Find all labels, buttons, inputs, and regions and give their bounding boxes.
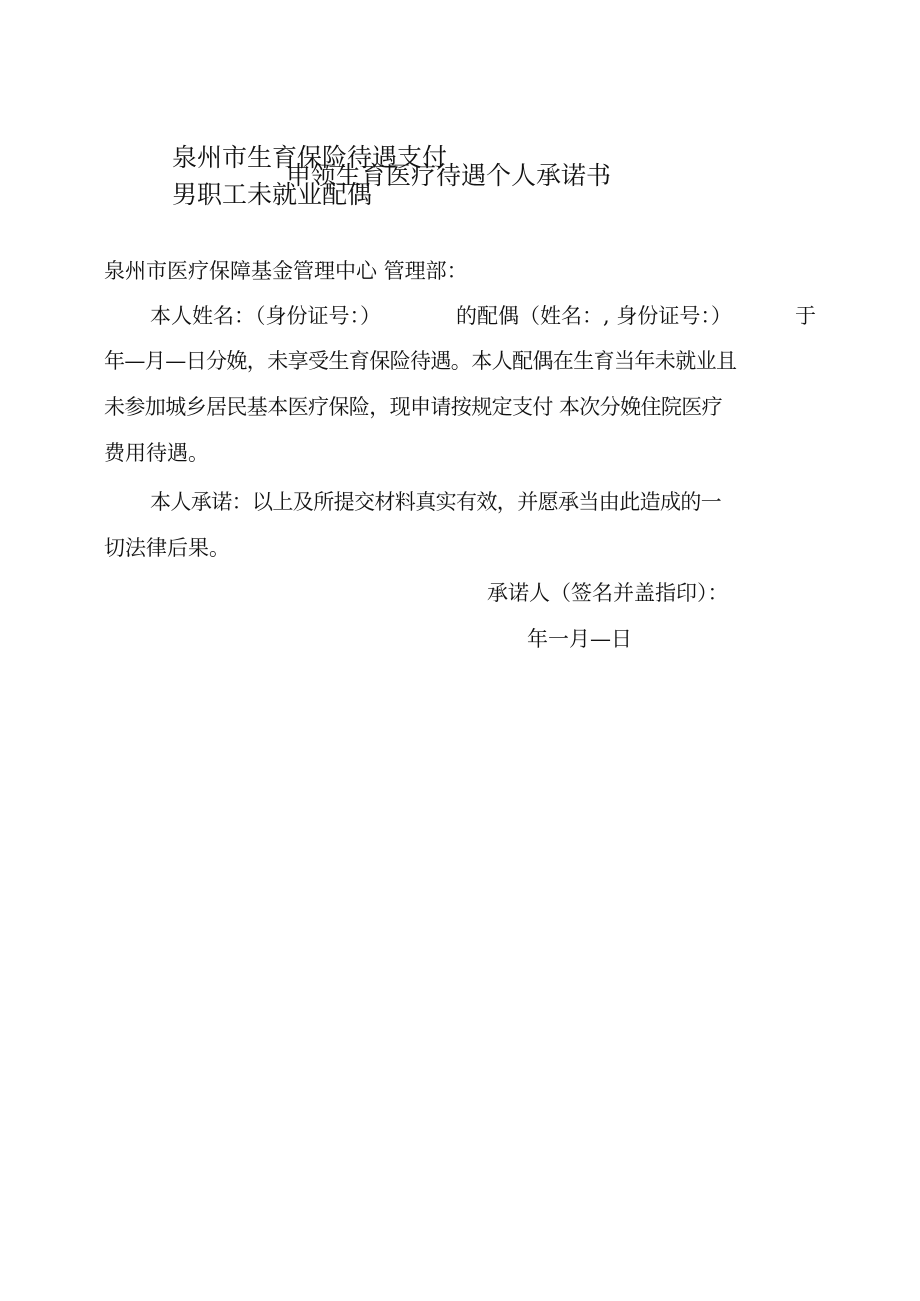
title-line-3: 申领生育医疗待遇个人承诺书 <box>286 161 612 190</box>
title-line-1: 泉州市生育保险待遇支付 <box>172 143 448 172</box>
paragraph1-line4: 费用待遇。 <box>104 441 209 465</box>
paragraph1-line2: 年—月—日分娩，未享受生育保险待遇。本人配偶在生育当年未就业且 <box>104 349 737 373</box>
paragraph1-line1-part-c: 于 <box>795 304 816 328</box>
paragraph2-line1: 本人承诺：以上及所提交材料真实有效，并愿承当由此造成的一 <box>150 490 722 514</box>
signature-date: 年一月—日 <box>527 627 632 651</box>
salutation: 泉州市医疗保障基金管理中心 管理部： <box>104 259 468 283</box>
paragraph1-line1-part-a: 本人姓名：（身份证号：） <box>150 304 381 328</box>
paragraph2-line2: 切法律后果。 <box>104 536 230 560</box>
title-line-2: 男职工未就业配偶 <box>172 180 373 209</box>
signature-label: 承诺人（签名并盖指印）： <box>487 581 729 605</box>
paragraph1-line3: 未参加城乡居民基本医疗保险，现申请按规定支付 本次分娩住院医疗 <box>104 395 723 419</box>
paragraph1-line1-part-b: 的配偶（姓名：, 身份证号：） <box>456 304 732 328</box>
